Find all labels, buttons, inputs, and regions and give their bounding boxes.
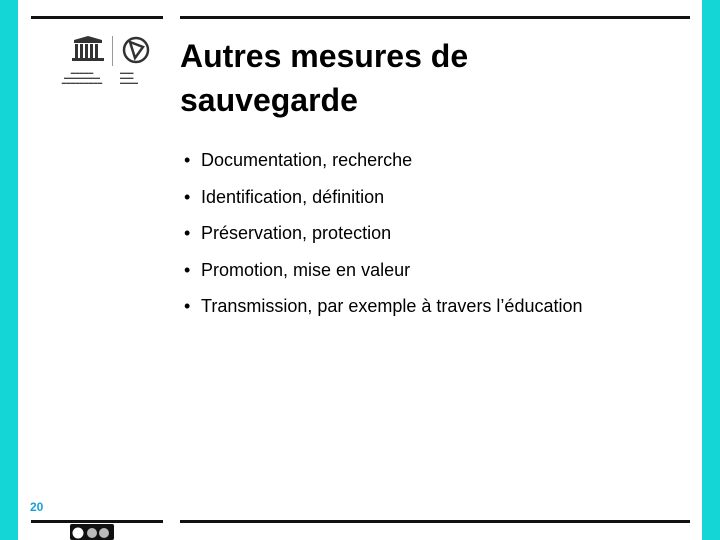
list-item: [184, 223, 583, 260]
slide-title-line2: sauvegarde: [180, 82, 358, 118]
slide-title: [180, 34, 680, 122]
bullet-text: Identification, définition: [201, 186, 385, 207]
list-item: [184, 260, 583, 297]
bullet-icon: •: [184, 259, 191, 280]
logo-group: [46, 36, 166, 96]
bullet-icon: •: [184, 296, 191, 316]
top-left-rule: [31, 16, 163, 19]
top-right-rule: [180, 16, 690, 19]
bullet-text: Transmission, par exemple à travers l’éducation: [201, 296, 583, 316]
list-item: [184, 296, 583, 333]
cc-icon: [70, 524, 114, 540]
intangible-heritage-emblem: [122, 36, 150, 64]
unesco-temple-logo: [50, 36, 122, 70]
bottom-right-rule: [180, 520, 690, 523]
bullet-text: Documentation, recherche: [201, 150, 413, 170]
bullet-icon: •: [184, 150, 191, 170]
bullet-text: Promotion, mise en valeur: [201, 259, 411, 280]
list-item: [184, 187, 583, 224]
bottom-left-rule: [31, 520, 163, 523]
bullet-text: Préservation, protection: [201, 223, 392, 243]
slide: [18, 0, 702, 540]
bullet-list: [184, 150, 583, 333]
bullet-icon: •: [184, 223, 191, 243]
bullet-icon: •: [184, 186, 191, 207]
page-number: 20: [30, 500, 44, 514]
list-item: [184, 150, 583, 187]
creative-commons-badge: [70, 524, 114, 540]
unesco-caption: ▬▬▬▬▬ ▬▬▬▬▬▬▬▬ ▬▬▬▬▬▬▬▬▬: [61, 70, 103, 85]
heritage-caption: ▬▬▬ ▬▬▬ ▬▬▬▬: [120, 70, 138, 85]
slide-title-line1: Autres mesures de: [180, 38, 469, 74]
